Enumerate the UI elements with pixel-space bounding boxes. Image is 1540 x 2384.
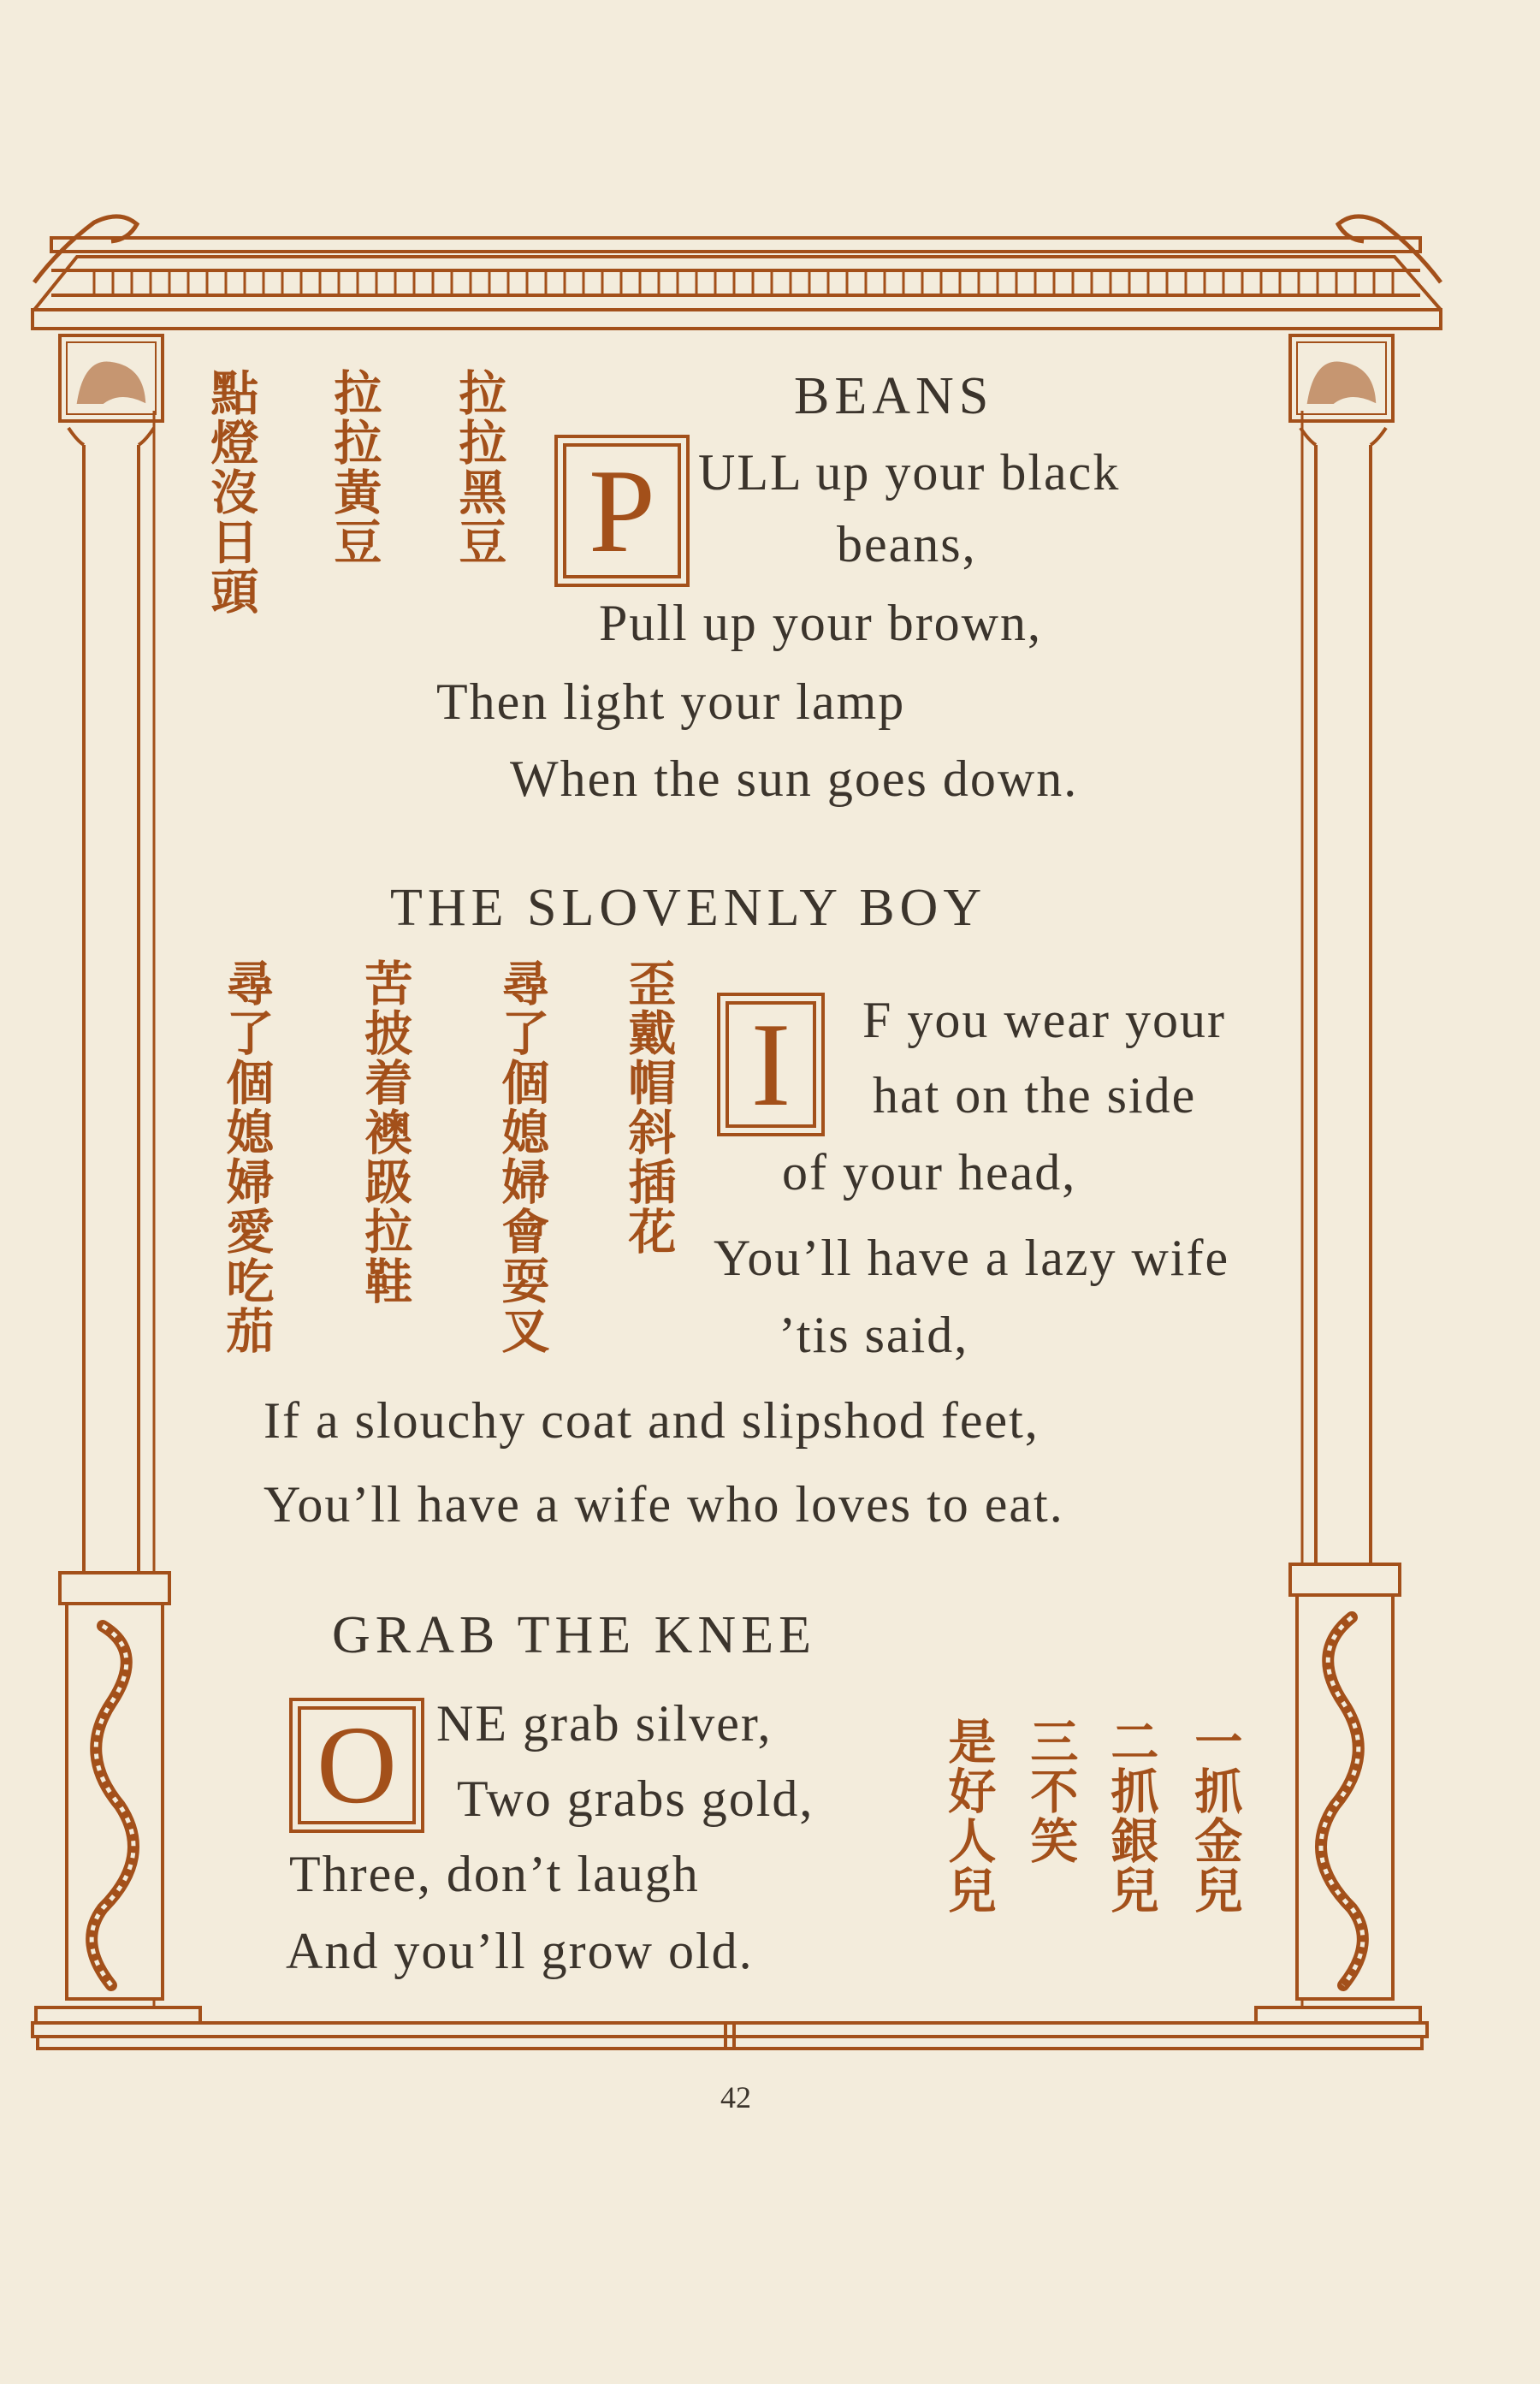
knee-line-1: NE grab silver, (436, 1695, 773, 1752)
knee-line-3: Three, don’t laugh (289, 1846, 700, 1902)
knee-dropcap: O (289, 1698, 424, 1833)
slovenly-line-6: If a slouchy coat and slipshod feet, (264, 1392, 1040, 1449)
dragon-left-icon (60, 1573, 169, 1999)
beans-chinese-col-2: 拉拉黃豆 (326, 368, 383, 566)
slovenly-line-1: F you wear your (862, 992, 1226, 1048)
knee-line-2: Two grabs gold, (457, 1770, 814, 1827)
knee-line-4: And you’ll grow old. (286, 1923, 754, 1979)
knee-chinese-col-2: 二抓銀兒 (1103, 1717, 1160, 1915)
slovenly-line-7: You’ll have a wife who loves to eat. (264, 1476, 1064, 1533)
dragon-right-icon (1290, 1564, 1400, 1999)
knee-chinese-col-1: 一抓金兒 (1187, 1717, 1244, 1915)
beans-chinese-col-3: 點燈沒日頭 (203, 368, 260, 616)
knee-chinese-col-4: 是好人兒 (940, 1717, 998, 1915)
slovenly-dropcap: I (717, 993, 825, 1136)
page-number: 42 (720, 2080, 751, 2114)
knee-chinese-col-3: 三不笑 (1022, 1717, 1080, 1865)
beans-line-1: ULL up your black (698, 444, 1121, 501)
beans-line-2: beans, (837, 516, 977, 572)
slovenly-line-4: You’ll have a lazy wife (714, 1230, 1230, 1286)
slovenly-chinese-col-2: 尋了個媳婦會耍叉 (494, 958, 551, 1355)
knee-title: GRAB THE KNEE (332, 1606, 816, 1664)
slovenly-line-2: hat on the side (873, 1067, 1197, 1124)
beans-chinese-col-1: 拉拉黑豆 (451, 368, 508, 566)
slovenly-line-5: ’tis said, (779, 1307, 969, 1363)
slovenly-title: THE SLOVENLY BOY (390, 879, 987, 937)
beans-line-5: When the sun goes down. (510, 750, 1079, 807)
slovenly-chinese-col-1: 歪戴帽斜插花 (620, 958, 678, 1256)
slovenly-chinese-col-4: 尋了個媳婦愛吃茄 (218, 958, 275, 1355)
beans-dropcap: P (554, 435, 690, 587)
slovenly-chinese-col-3: 苦披着襖趿拉鞋 (357, 958, 414, 1306)
slovenly-line-3: of your head, (782, 1144, 1077, 1201)
beans-line-3: Pull up your brown, (599, 595, 1042, 651)
beans-title: BEANS (794, 367, 994, 425)
beans-line-4: Then light your lamp (436, 673, 906, 730)
lion-capital-icon (60, 335, 1393, 421)
